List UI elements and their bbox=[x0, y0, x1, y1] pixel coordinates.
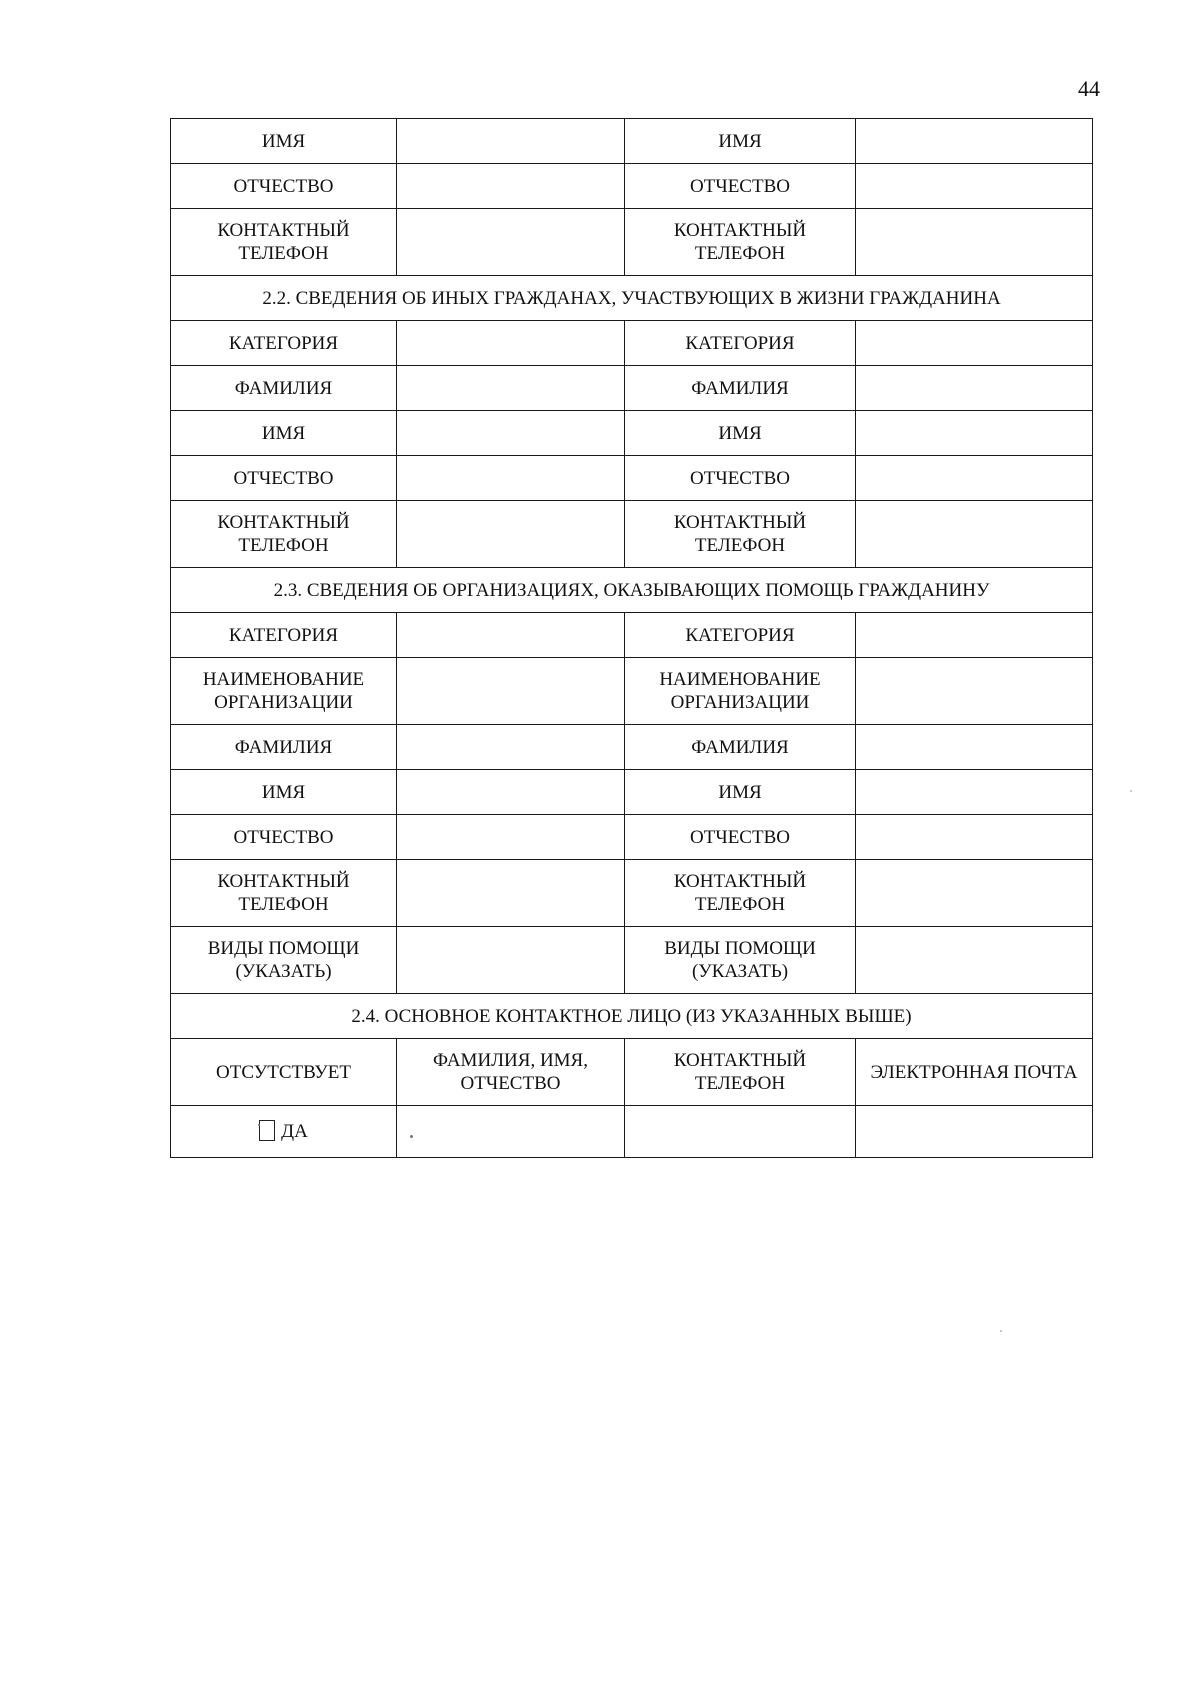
organization-name-input-right[interactable] bbox=[856, 658, 1093, 725]
phone-input-right[interactable] bbox=[856, 501, 1093, 568]
table-row bbox=[171, 815, 1093, 860]
section-2-2-title: 2.2. СВЕДЕНИЯ ОБ ИНЫХ ГРАЖДАНАХ, УЧАСТВУЮЩИХ В ЖИЗНИ ГРАЖДАНИНА bbox=[171, 276, 1093, 321]
table-row bbox=[171, 366, 1093, 411]
field-label-patronymic: ОТЧЕСТВО bbox=[171, 164, 397, 209]
phone-input-left[interactable] bbox=[397, 501, 625, 568]
field-label-surname: ФАМИЛИЯ bbox=[625, 366, 856, 411]
field-label-surname: ФАМИЛИЯ bbox=[171, 366, 397, 411]
phone-input-right[interactable] bbox=[856, 209, 1093, 276]
field-label-phone: КОНТАКТНЫЙ ТЕЛЕФОН bbox=[171, 209, 397, 276]
table-row bbox=[171, 613, 1093, 658]
field-label-first-name: ИМЯ bbox=[171, 119, 397, 164]
field-label-category: КАТЕГОРИЯ bbox=[171, 613, 397, 658]
field-label-first-name: ИМЯ bbox=[625, 411, 856, 456]
scan-speck bbox=[1130, 790, 1132, 792]
organization-name-input-left[interactable] bbox=[397, 658, 625, 725]
first-name-input-left[interactable] bbox=[397, 411, 625, 456]
section-header-row bbox=[171, 276, 1093, 321]
surname-input-right[interactable] bbox=[856, 366, 1093, 411]
field-label-patronymic: ОТЧЕСТВО bbox=[625, 456, 856, 501]
field-label-category: КАТЕГОРИЯ bbox=[625, 613, 856, 658]
category-input-left[interactable] bbox=[397, 321, 625, 366]
phone-input-left[interactable] bbox=[397, 209, 625, 276]
column-header-email: ЭЛЕКТРОННАЯ ПОЧТА bbox=[856, 1039, 1093, 1106]
absent-checkbox-cell bbox=[171, 1106, 397, 1158]
field-label-first-name: ИМЯ bbox=[625, 770, 856, 815]
table-row bbox=[171, 209, 1093, 276]
field-label-first-name: ИМЯ bbox=[171, 411, 397, 456]
phone-input-left[interactable] bbox=[397, 860, 625, 927]
checkbox-label: ДА bbox=[281, 1121, 308, 1142]
field-label-phone: КОНТАКТНЫЙ ТЕЛЕФОН bbox=[625, 860, 856, 927]
column-header-absent: ОТСУТСТВУЕТ bbox=[171, 1039, 397, 1106]
section-2-4-title: 2.4. ОСНОВНОЕ КОНТАКТНОЕ ЛИЦО (ИЗ УКАЗАННЫХ ВЫШЕ) bbox=[171, 994, 1093, 1039]
category-input-right[interactable] bbox=[856, 321, 1093, 366]
patronymic-input-left[interactable] bbox=[397, 815, 625, 860]
field-label-patronymic: ОТЧЕСТВО bbox=[171, 815, 397, 860]
patronymic-input-right[interactable] bbox=[856, 815, 1093, 860]
table-row bbox=[171, 927, 1093, 994]
field-label-organization-name: НАИМЕНОВАНИЕ ОРГАНИЗАЦИИ bbox=[625, 658, 856, 725]
patronymic-input-right[interactable] bbox=[856, 164, 1093, 209]
table-row bbox=[171, 860, 1093, 927]
section-2-3-title: 2.3. СВЕДЕНИЯ ОБ ОРГАНИЗАЦИЯХ, ОКАЗЫВАЮЩИХ ПОМОЩЬ ГРАЖДАНИНУ bbox=[171, 568, 1093, 613]
field-label-surname: ФАМИЛИЯ bbox=[171, 725, 397, 770]
surname-input-right[interactable] bbox=[856, 725, 1093, 770]
table-row bbox=[171, 164, 1093, 209]
table-row bbox=[171, 501, 1093, 568]
field-label-help-types: ВИДЫ ПОМОЩИ (УКАЗАТЬ) bbox=[171, 927, 397, 994]
scan-speck bbox=[1000, 1330, 1002, 1332]
patronymic-input-right[interactable] bbox=[856, 456, 1093, 501]
table-row bbox=[171, 411, 1093, 456]
field-label-first-name: ИМЯ bbox=[171, 770, 397, 815]
first-name-input-left[interactable] bbox=[397, 770, 625, 815]
scan-speck bbox=[410, 1135, 413, 1138]
field-label-patronymic: ОТЧЕСТВО bbox=[171, 456, 397, 501]
category-input-right[interactable] bbox=[856, 613, 1093, 658]
category-input-left[interactable] bbox=[397, 613, 625, 658]
field-label-surname: ФАМИЛИЯ bbox=[625, 725, 856, 770]
absent-checkbox[interactable] bbox=[259, 1120, 275, 1141]
table-row bbox=[171, 321, 1093, 366]
field-label-organization-name: НАИМЕНОВАНИЕ ОРГАНИЗАЦИИ bbox=[171, 658, 397, 725]
scan-speck bbox=[258, 1124, 260, 1126]
field-label-patronymic: ОТЧЕСТВО bbox=[625, 815, 856, 860]
table-row bbox=[171, 456, 1093, 501]
first-name-input-right[interactable] bbox=[856, 119, 1093, 164]
table-row bbox=[171, 725, 1093, 770]
page-number: 44 bbox=[1078, 76, 1100, 101]
column-header-full-name: ФАМИЛИЯ, ИМЯ, ОТЧЕСТВО bbox=[397, 1039, 625, 1106]
section-header-row bbox=[171, 994, 1093, 1039]
table-row bbox=[171, 658, 1093, 725]
citizen-info-form-table bbox=[170, 118, 1093, 1158]
field-label-help-types: ВИДЫ ПОМОЩИ (УКАЗАТЬ) bbox=[625, 927, 856, 994]
contact-full-name-input[interactable] bbox=[397, 1106, 625, 1158]
contact-phone-input[interactable] bbox=[625, 1106, 856, 1158]
column-header-phone: КОНТАКТНЫЙ ТЕЛЕФОН bbox=[625, 1039, 856, 1106]
field-label-patronymic: ОТЧЕСТВО bbox=[625, 164, 856, 209]
help-types-input-right[interactable] bbox=[856, 927, 1093, 994]
table-row bbox=[171, 119, 1093, 164]
table-row bbox=[171, 770, 1093, 815]
first-name-input-left[interactable] bbox=[397, 119, 625, 164]
contact-email-input[interactable] bbox=[856, 1106, 1093, 1158]
patronymic-input-left[interactable] bbox=[397, 456, 625, 501]
field-label-phone: КОНТАКТНЫЙ ТЕЛЕФОН bbox=[171, 860, 397, 927]
table-row bbox=[171, 1039, 1093, 1106]
table-row bbox=[171, 1106, 1093, 1158]
field-label-phone: КОНТАКТНЫЙ ТЕЛЕФОН bbox=[625, 209, 856, 276]
surname-input-left[interactable] bbox=[397, 366, 625, 411]
first-name-input-right[interactable] bbox=[856, 411, 1093, 456]
help-types-input-left[interactable] bbox=[397, 927, 625, 994]
field-label-category: КАТЕГОРИЯ bbox=[625, 321, 856, 366]
field-label-category: КАТЕГОРИЯ bbox=[171, 321, 397, 366]
field-label-phone: КОНТАКТНЫЙ ТЕЛЕФОН bbox=[171, 501, 397, 568]
surname-input-left[interactable] bbox=[397, 725, 625, 770]
section-header-row bbox=[171, 568, 1093, 613]
field-label-first-name: ИМЯ bbox=[625, 119, 856, 164]
first-name-input-right[interactable] bbox=[856, 770, 1093, 815]
phone-input-right[interactable] bbox=[856, 860, 1093, 927]
field-label-phone: КОНТАКТНЫЙ ТЕЛЕФОН bbox=[625, 501, 856, 568]
patronymic-input-left[interactable] bbox=[397, 164, 625, 209]
